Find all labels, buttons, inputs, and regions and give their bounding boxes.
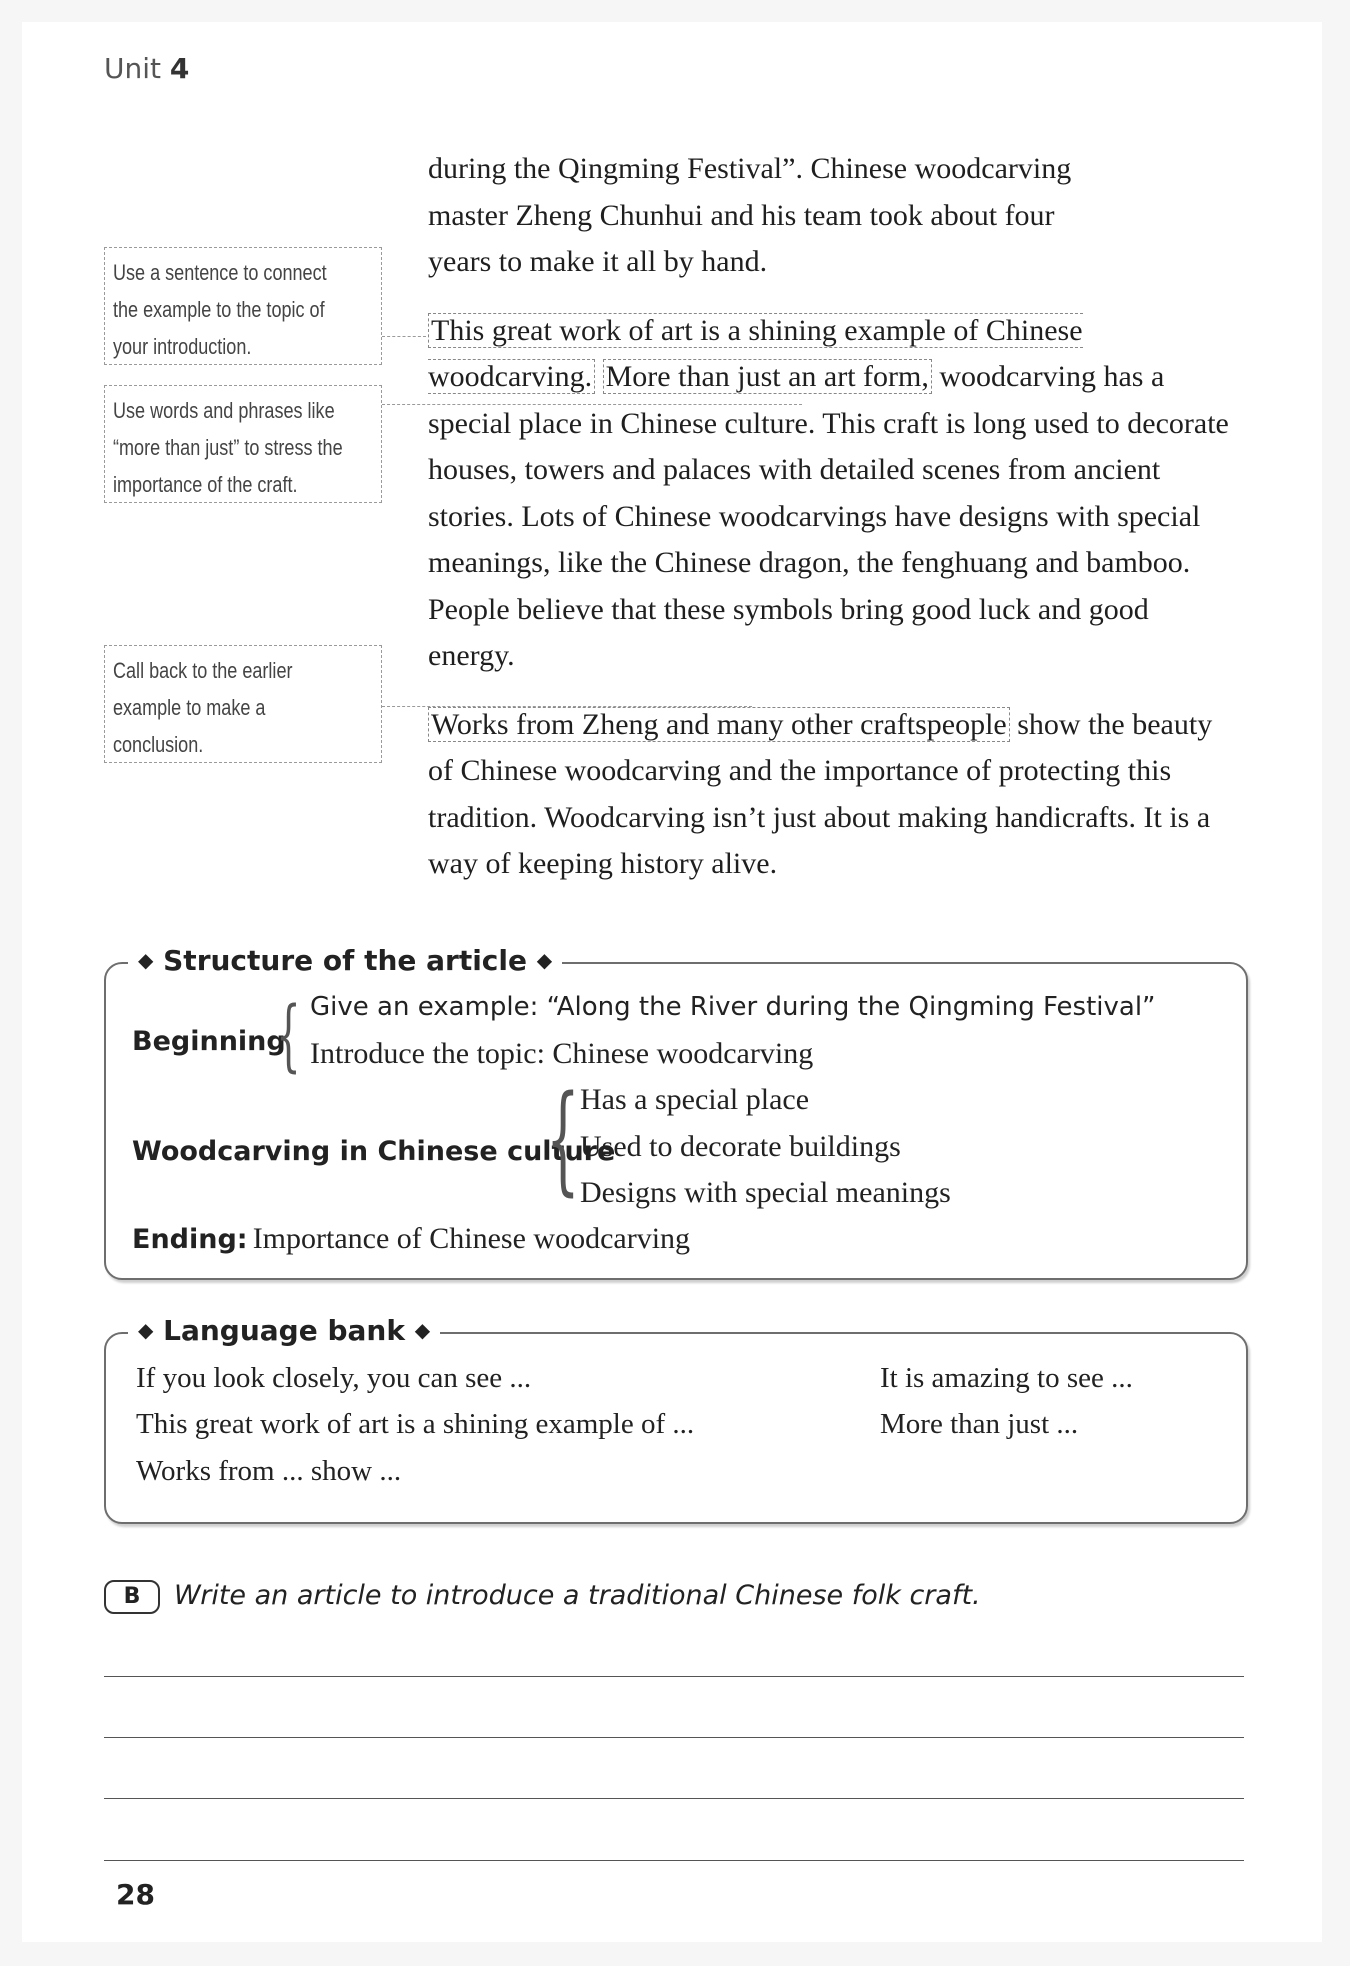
writing-line[interactable] bbox=[104, 1737, 1244, 1738]
page-number: 28 bbox=[116, 1878, 155, 1911]
brace-icon: { bbox=[276, 991, 301, 1081]
unit-number: 4 bbox=[169, 52, 190, 85]
article-paragraph-3 bbox=[428, 702, 1238, 888]
diamond-icon: ◆ bbox=[138, 948, 154, 972]
beginning-item: Give an example: “Along the River during the Qingming Festival” bbox=[310, 992, 1156, 1022]
ending-label: Ending: bbox=[132, 1224, 248, 1255]
highlight-conclusion: Works from Zheng and many other craftspeople bbox=[428, 707, 1010, 742]
structure-title: ◆ Structure of the article ◆ bbox=[128, 944, 562, 977]
note-line: example to make a bbox=[113, 695, 266, 720]
note-line: conclusion. bbox=[113, 732, 204, 757]
structure-box bbox=[104, 944, 1248, 1280]
article-body bbox=[428, 146, 1238, 910]
ending-text: Importance of Chinese woodcarving bbox=[252, 1222, 691, 1255]
language-bank-box bbox=[104, 1314, 1248, 1524]
diamond-icon: ◆ bbox=[138, 1318, 154, 1342]
note-line: “more than just” to stress the bbox=[113, 435, 343, 460]
note-line: Call back to the earlier bbox=[113, 658, 293, 683]
diamond-icon: ◆ bbox=[414, 1318, 431, 1342]
diamond-icon: ◆ bbox=[536, 948, 553, 972]
language-bank-phrase: If you look closely, you can see ... bbox=[136, 1362, 532, 1394]
ending-row bbox=[132, 1222, 690, 1256]
note-line: the example to the topic of bbox=[113, 297, 325, 322]
note-line: Use a sentence to connect bbox=[113, 260, 327, 285]
article-line: years to make it all by hand. bbox=[428, 245, 768, 278]
writing-line[interactable] bbox=[104, 1798, 1244, 1799]
task-badge: B bbox=[104, 1580, 160, 1614]
article-line: during the Qingming Festival”. Chinese woodcarving bbox=[428, 152, 1072, 185]
language-bank-title: ◆ Language bank ◆ bbox=[128, 1314, 440, 1347]
culture-label: Woodcarving in Chinese culture bbox=[132, 1136, 616, 1167]
writing-line[interactable] bbox=[104, 1676, 1244, 1677]
brace-icon: { bbox=[546, 1069, 580, 1207]
highlight-connect-sentence: This great work of art is a shining example of Chinese woodcarving. bbox=[428, 313, 1083, 393]
task-b bbox=[104, 1580, 1254, 1624]
note-line: importance of the craft. bbox=[113, 472, 298, 497]
highlight-more-than-just: More than just an art form, bbox=[603, 359, 932, 394]
culture-item: Used to decorate buildings bbox=[580, 1130, 901, 1163]
note-connector bbox=[382, 336, 426, 337]
culture-item: Has a special place bbox=[580, 1083, 810, 1116]
note-line: your introduction. bbox=[113, 334, 252, 359]
article-line: master Zheng Chunhui and his team took about four bbox=[428, 198, 1055, 232]
language-bank-phrase: Works from ... show ... bbox=[136, 1455, 402, 1487]
task-instruction: Write an article to introduce a traditional Chinese folk craft. bbox=[174, 1580, 981, 1611]
language-bank-phrase: More than just ... bbox=[880, 1408, 1079, 1440]
margin-note-stress bbox=[104, 385, 382, 503]
margin-note-connect bbox=[104, 247, 382, 365]
unit-word: Unit bbox=[104, 52, 161, 85]
paragraph-2-text: woodcarving has a special place in Chinese culture. This craft is long used to decorate houses, towers and palaces with detailed scenes from ancient stories. Lots of Chinese woodcarvings have designs with special meanings, like the Chinese dragon, the fenghuang and bamboo. People believe that these symbols bring good luck and good energy. bbox=[428, 360, 1229, 672]
margin-note-conclusion bbox=[104, 645, 382, 763]
beginning-item: Introduce the topic: Chinese woodcarving bbox=[310, 1037, 814, 1070]
article-paragraph-1 bbox=[428, 146, 1238, 286]
beginning-label: Beginning bbox=[132, 1026, 286, 1057]
note-connector bbox=[382, 706, 752, 707]
paragraph-3-text: show the beauty of Chinese woodcarving and the importance of protecting this tradition. Woodcarving isn’t just about making handicrafts. It is a way of keeping history alive. bbox=[428, 707, 1213, 880]
note-line: Use words and phrases like bbox=[113, 398, 335, 423]
writing-line[interactable] bbox=[104, 1860, 1244, 1861]
culture-item: Designs with special meanings bbox=[580, 1176, 951, 1209]
note-connector bbox=[382, 404, 802, 405]
language-bank-phrase: This great work of art is a shining example of ... bbox=[136, 1408, 695, 1440]
unit-label bbox=[104, 52, 189, 85]
language-bank-phrase: It is amazing to see ... bbox=[880, 1362, 1133, 1394]
article-paragraph-2 bbox=[428, 308, 1238, 680]
